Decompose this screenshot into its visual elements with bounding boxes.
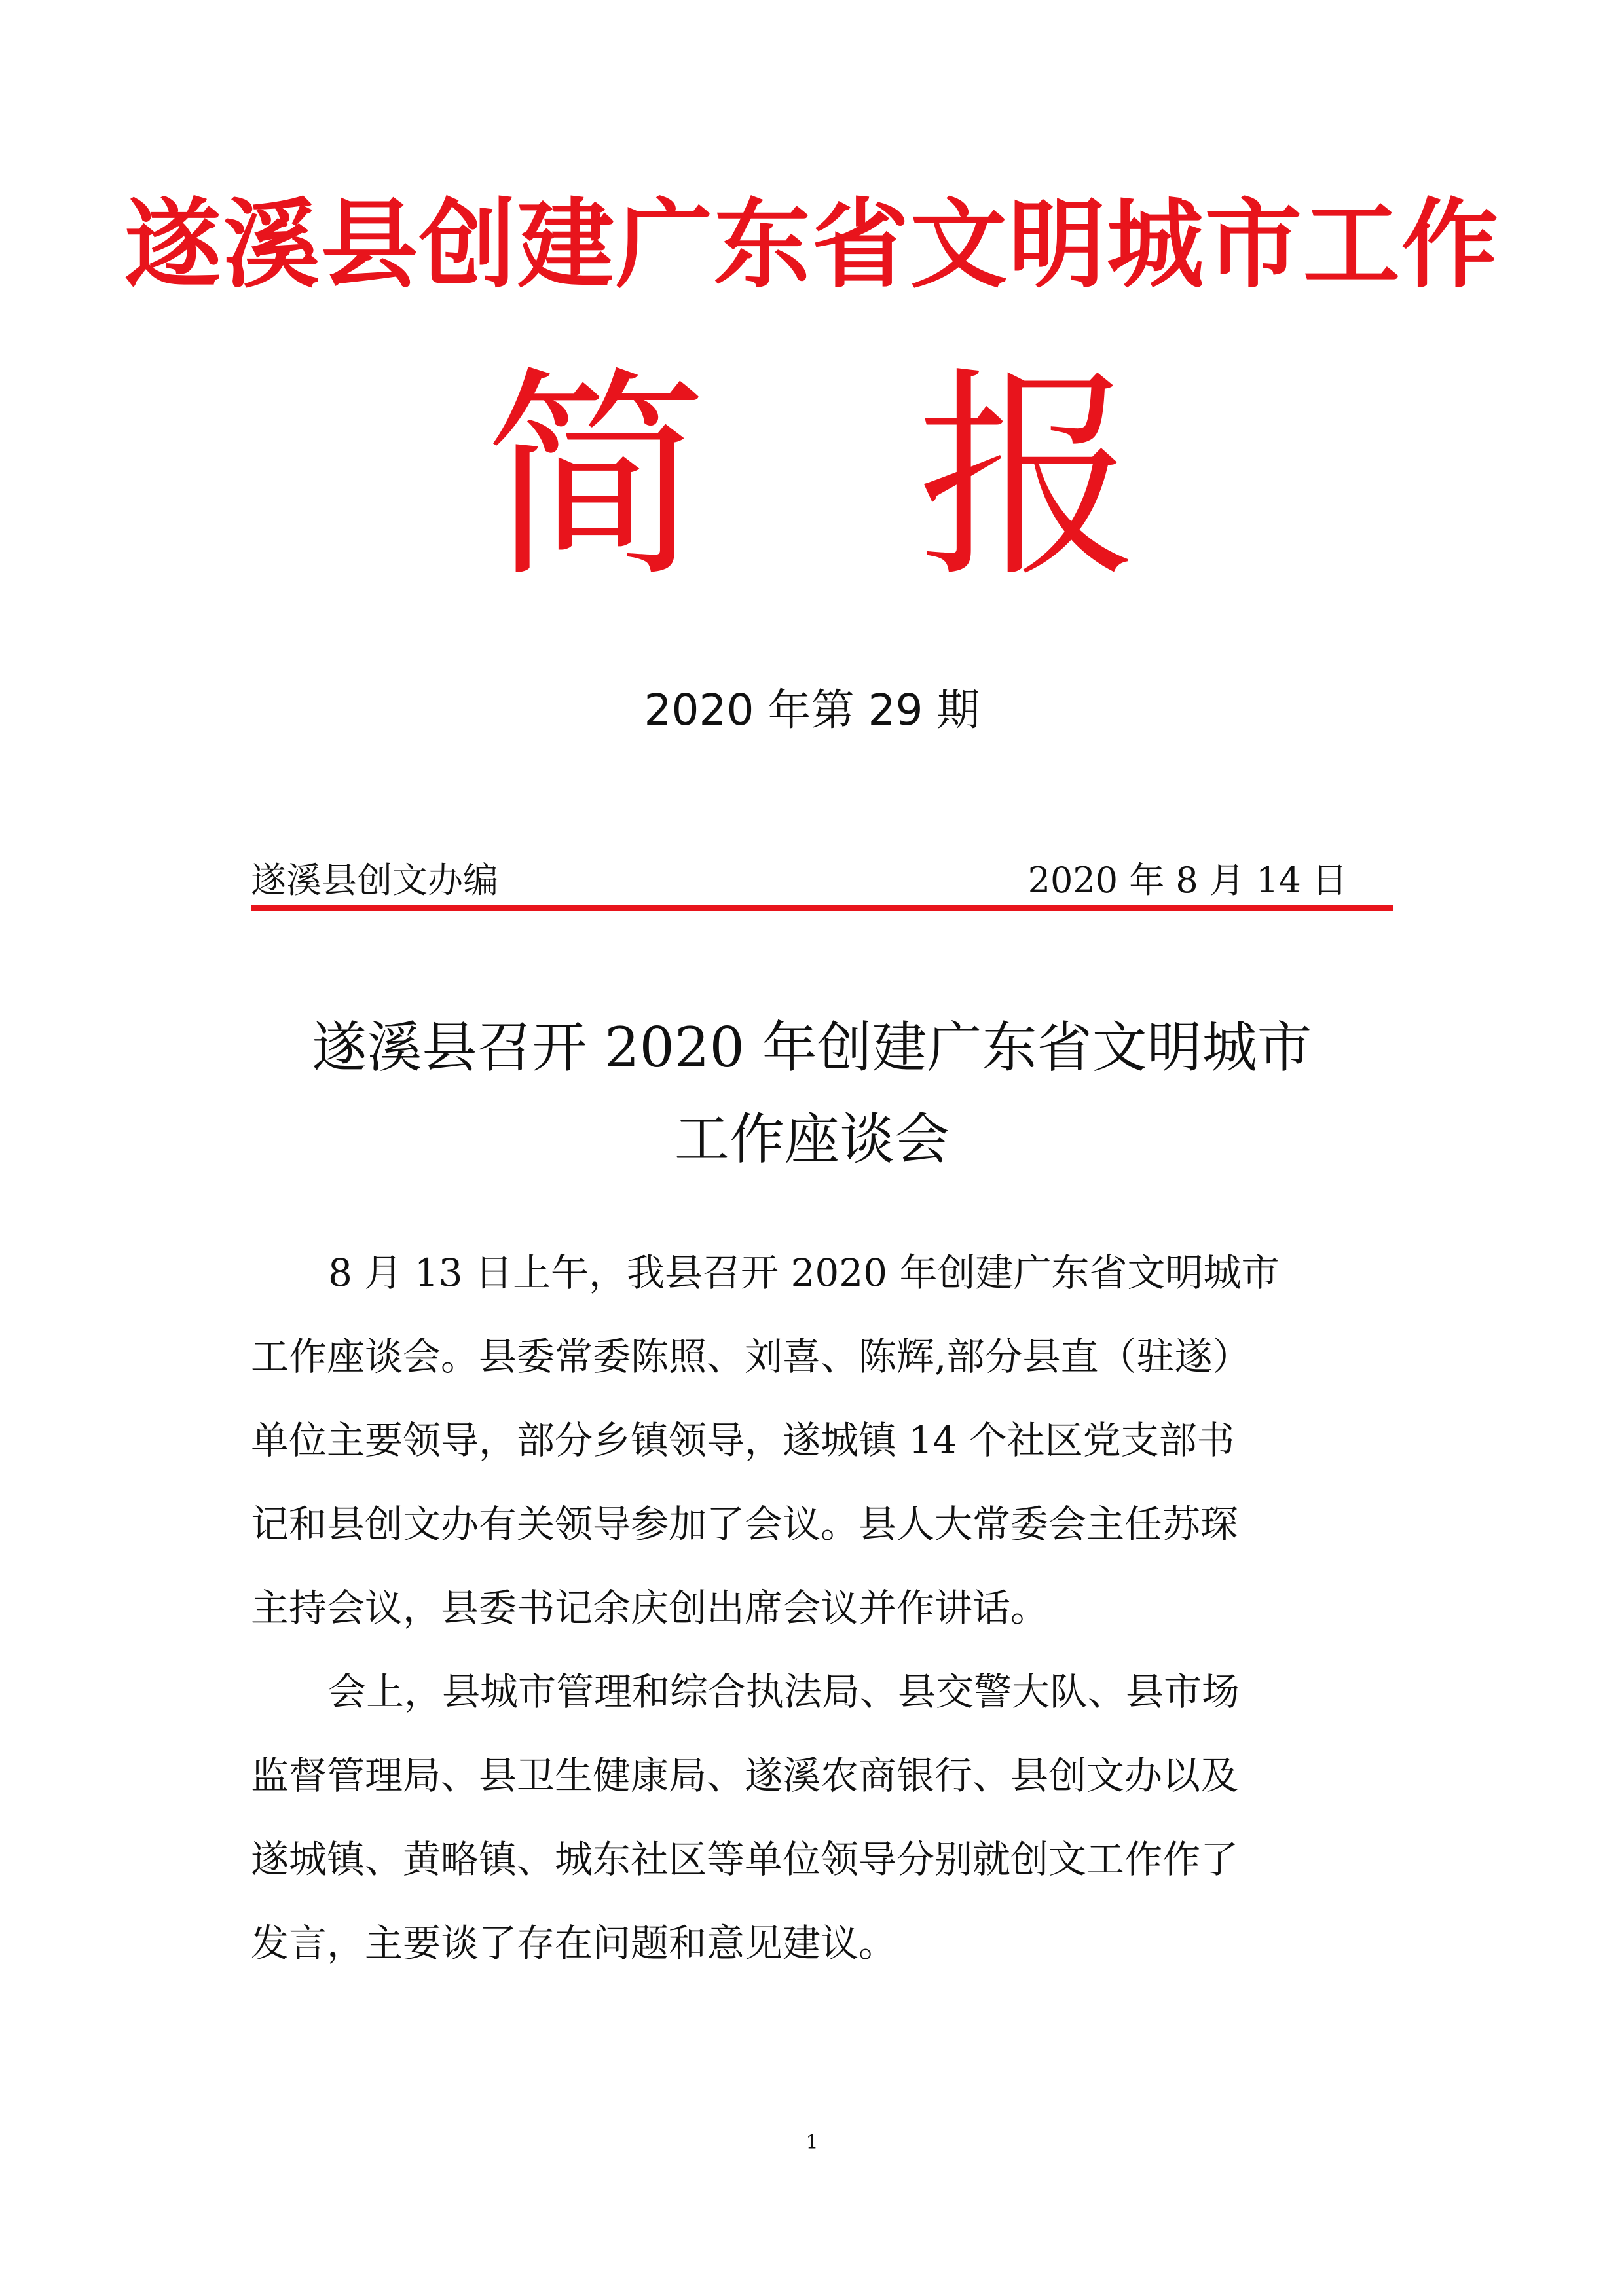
paragraph-line: 会上，县城市管理和综合执法局、县交警大队、县市场 bbox=[328, 1669, 1240, 1714]
paragraph-line: 遂城镇、黄略镇、城东社区等单位领导分别就创文工作作了 bbox=[251, 1837, 1239, 1882]
paragraph-line: 发言，主要谈了存在问题和意见建议。 bbox=[251, 1921, 897, 1965]
issue-number: 2020 年第 29 期 bbox=[644, 685, 980, 735]
paragraph-line: 记和县创文办有关领导参加了会议。县人大常委会主任苏琛 bbox=[251, 1502, 1239, 1546]
paragraph-line: 监督管理局、县卫生健康局、遂溪农商银行、县创文办以及 bbox=[251, 1753, 1239, 1798]
paragraph-line: 主持会议，县委书记余庆创出席会议并作讲话。 bbox=[251, 1586, 1049, 1630]
article-title bbox=[196, 1002, 1428, 1185]
page-number: 1 bbox=[805, 2131, 819, 2154]
article-title-line-1: 遂溪县召开 2020 年创建广东省文明城市 bbox=[312, 1015, 1312, 1080]
masthead-subtitle-char-1: 简 bbox=[485, 348, 707, 608]
edit-info-row bbox=[251, 858, 1397, 903]
paragraph-line: 单位主要领导，部分乡镇领导，遂城镇 14 个社区党支部书 bbox=[251, 1418, 1235, 1463]
paragraph-1 bbox=[251, 1231, 1377, 1650]
masthead-title: 遂溪县创建广东省文明城市工作 bbox=[124, 189, 1500, 301]
masthead-subtitle-char-2: 报 bbox=[917, 348, 1139, 608]
publish-date: 2020 年 8 月 14 日 bbox=[1027, 860, 1348, 901]
paragraph-2 bbox=[251, 1650, 1377, 1985]
red-divider bbox=[251, 905, 1393, 911]
masthead-subtitle bbox=[0, 348, 1624, 608]
paragraph-line: 8 月 13 日上午，我县召开 2020 年创建广东省文明城市 bbox=[328, 1250, 1280, 1295]
editor-label: 遂溪县创文办编 bbox=[251, 860, 498, 901]
article-body bbox=[251, 1231, 1377, 1985]
paragraph-line: 工作座谈会。县委常委陈照、刘喜、陈辉,部分县直（驻遂） bbox=[251, 1334, 1251, 1379]
article-title-line-2: 工作座谈会 bbox=[674, 1107, 950, 1171]
